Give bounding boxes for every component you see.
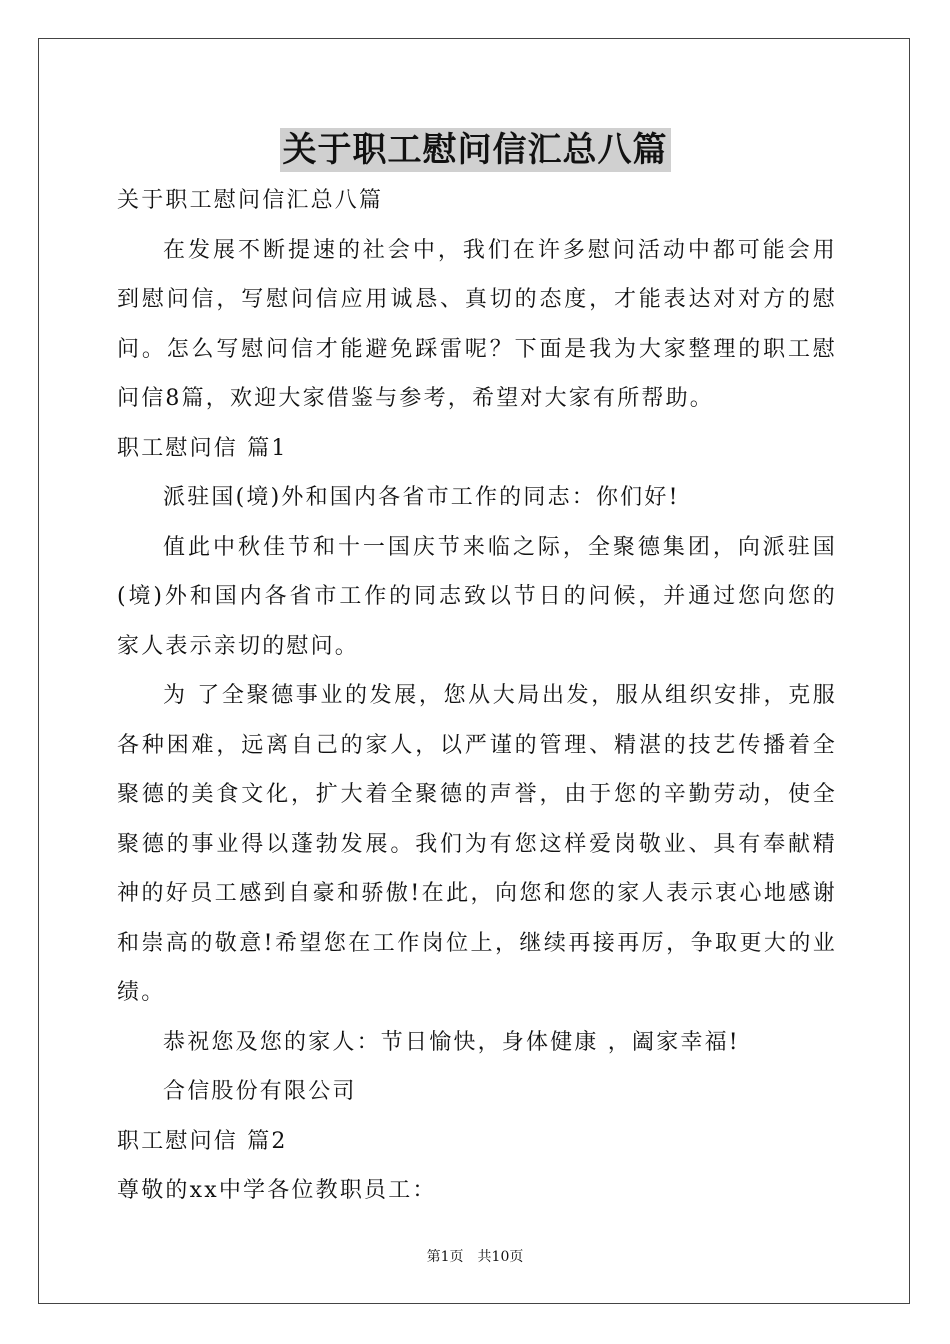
section-heading: 职工慰问信 篇1	[117, 435, 288, 461]
title-wrap	[0, 128, 950, 172]
page-footer: 第1页 共10页	[426, 1249, 524, 1265]
document-body	[117, 176, 837, 1216]
paragraph: 为 了全聚德事业的发展，您从大局出发，服从组织安排，克服各种困难，远离自己的家人，以严谨的管理、精湛的技艺传播着全聚德的美食文化，扩大着全聚德的声誉，由于您的辛勤劳动，使全聚德的事业得以蓬勃发展。我们为有您这样爱岗敬业、具有奉献精神的好员工感到自豪和骄傲!在此，向您和您的家人表示衷心地感谢 和崇高的敬意!希望您在工作岗位上，继续再接再厉，争取更大的业绩。	[117, 683, 837, 1005]
document-title: 关于职工慰问信汇总八篇	[280, 128, 671, 172]
paragraph: 值此中秋佳节和十一国庆节来临之际，全聚德集团，向派驻国(境)外和国内各省市工作的同志致以节日的问候，并通过您向您的家人表示亲切的慰问。	[117, 534, 837, 659]
salutation: 尊敬的xx中学各位教职员工：	[117, 1178, 437, 1203]
paragraph: 派驻国(境)外和国内各省市工作的同志：你们好!	[163, 485, 680, 510]
signature: 合信股份有限公司	[163, 1079, 357, 1104]
paragraph: 关于职工慰问信汇总八篇	[117, 188, 384, 213]
paragraph: 恭祝您及您的家人：节日愉快，身体健康 ，阖家幸福!	[163, 1029, 740, 1055]
paragraph: 在发展不断提速的社会中，我们在许多慰问活动中都可能会用到慰问信，写慰问信应用诚恳、真切的态度，才能表达对对方的慰问。怎么写慰问信才能避免踩雷呢？下面是我为大家整理的职工慰问信8篇，欢迎大家借鉴与参考，希望对大家有所帮助。	[117, 237, 837, 411]
section-heading: 职工慰问信 篇2	[117, 1128, 288, 1154]
